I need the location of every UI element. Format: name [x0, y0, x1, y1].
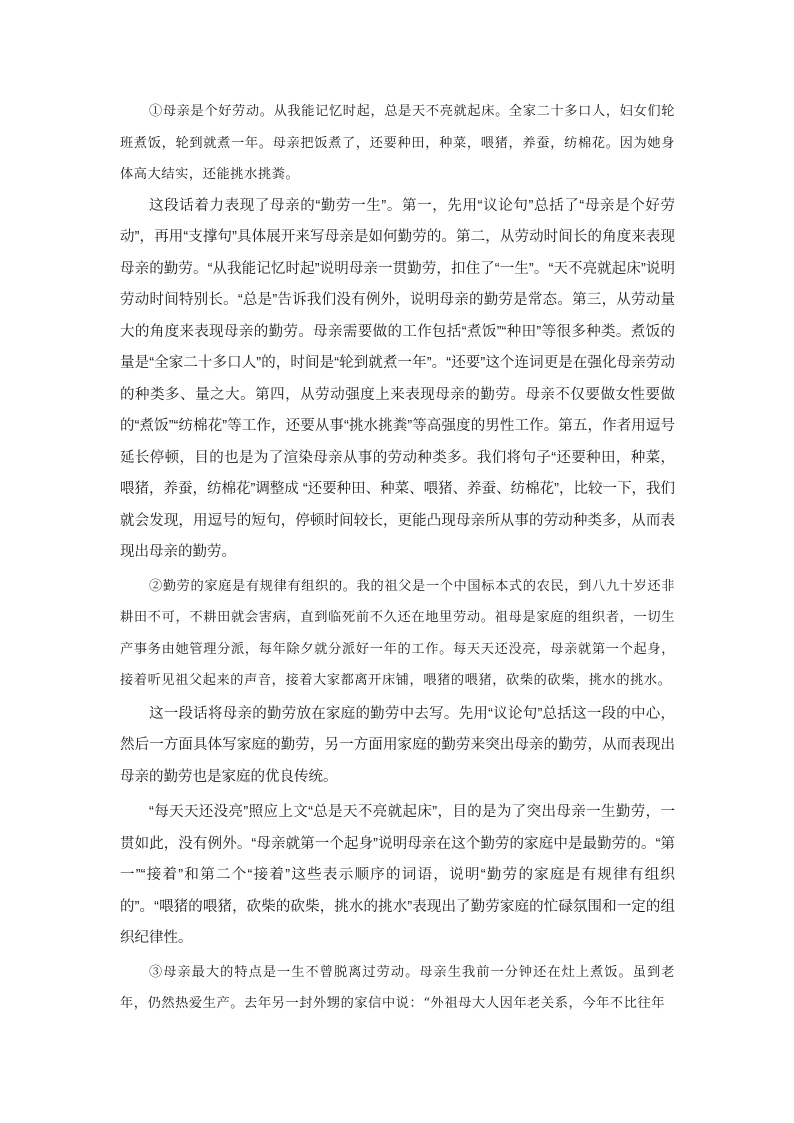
- analysis-paragraph-3: “每天天还没亮”照应上文“总是天不亮就起床”，目的是为了突出母亲一生勤劳，一贯如此，没有例外。“母亲就第一个起身”说明母亲在这个勤劳的家庭中是最勤劳的。“第一”“接着”和第二个“接着”这些表示顺序的词语，说明“勤劳的家庭是有规律有组织的”。“喂猪的喂猪，砍柴的砍柴，挑水的挑水”表现出了勤劳家庭的忙碌氛围和一定的组织纪律性。: [120, 804, 675, 946]
- analysis-paragraph-1: 这段话着力表现了母亲的“勤劳一生”。第一，先用“议论句”总括了“母亲是个好劳动”，再用“支撑句”具体展开来写母亲是如何勤劳的。第二，从劳动时间长的角度来表现母亲的勤劳。“从我能记忆时起”说明母亲一贯勤劳，扣住了“一生”。“天不亮就起床”说明劳动时间特别长。“总是”告诉我们没有例外，说明母亲的勤劳是常态。第三，从劳动量大的角度来表现母亲的勤劳。母亲需要做的工作包括“煮饭”“种田”等很多种类。煮饭的量是“全家二十多口人”的，时间是“轮到就煮一年”。“还要”这个连词更是在强化母亲劳动的种类多、量之大。第四，从劳动强度上来表现母亲的勤劳。母亲不仅要做女性要做的“煮饭”“纺棉花”等工作，还要从事“挑水挑粪”等高强度的男性工作。第五，作者用逗号延长停顿，目的也是为了渲染母亲从事的劳动种类多。我们将句子“还要种田，种菜，喂猪，养蚕，纺棉花”调整成 “还要种田、种菜、喂猪、养蚕、纺棉花”，比较一下，我们就会发现，用逗号的短句，停顿时间较长，更能凸现母亲所从事的劳动种类多，从而表现出母亲的勤劳。: [120, 197, 676, 560]
- quote-paragraph-2: ②勤劳的家庭是有规律有组织的。我的祖父是一个中国标本式的农民，到八九十岁还非耕田不可，不耕田就会害病，直到临死前不久还在地里劳动。祖母是家庭的组织者，一切生产事务由她管理分派，每年除夕就分派好一年的工作。每天天还没亮，母亲就第一个起身，接着听见祖父起来的声音，接着大家都离开床铺，喂猪的喂猪，砍柴的砍柴，挑水的挑水。: [120, 578, 675, 688]
- quote-paragraph-1: ①母亲是个好劳动。从我能记忆时起，总是天不亮就起床。全家二十多口人，妇女们轮班煮饭，轮到就煮一年。母亲把饭煮了，还要种田，种菜，喂猪，养蚕，纺棉花。因为她身体高大结实，还能挑水挑粪。: [120, 104, 675, 182]
- quote-paragraph-3: ③母亲最大的特点是一生不曾脱离过劳动。母亲生我前一分钟还在灶上煮饭。虽到老年，仍然热爱生产。去年另一封外甥的家信中说：“外祖母大人因年老关系，今年不比往年: [120, 964, 675, 1011]
- analysis-paragraph-2: 这一段话将母亲的勤劳放在家庭的勤劳中去写。先用“议论句”总括这一段的中心，然后一方面具体写家庭的勤劳，另一方面用家庭的勤劳来突出母亲的勤劳，从而表现出母亲的勤劳也是家庭的优良传统。: [120, 705, 675, 785]
- document-page: [120, 96, 675, 1020]
